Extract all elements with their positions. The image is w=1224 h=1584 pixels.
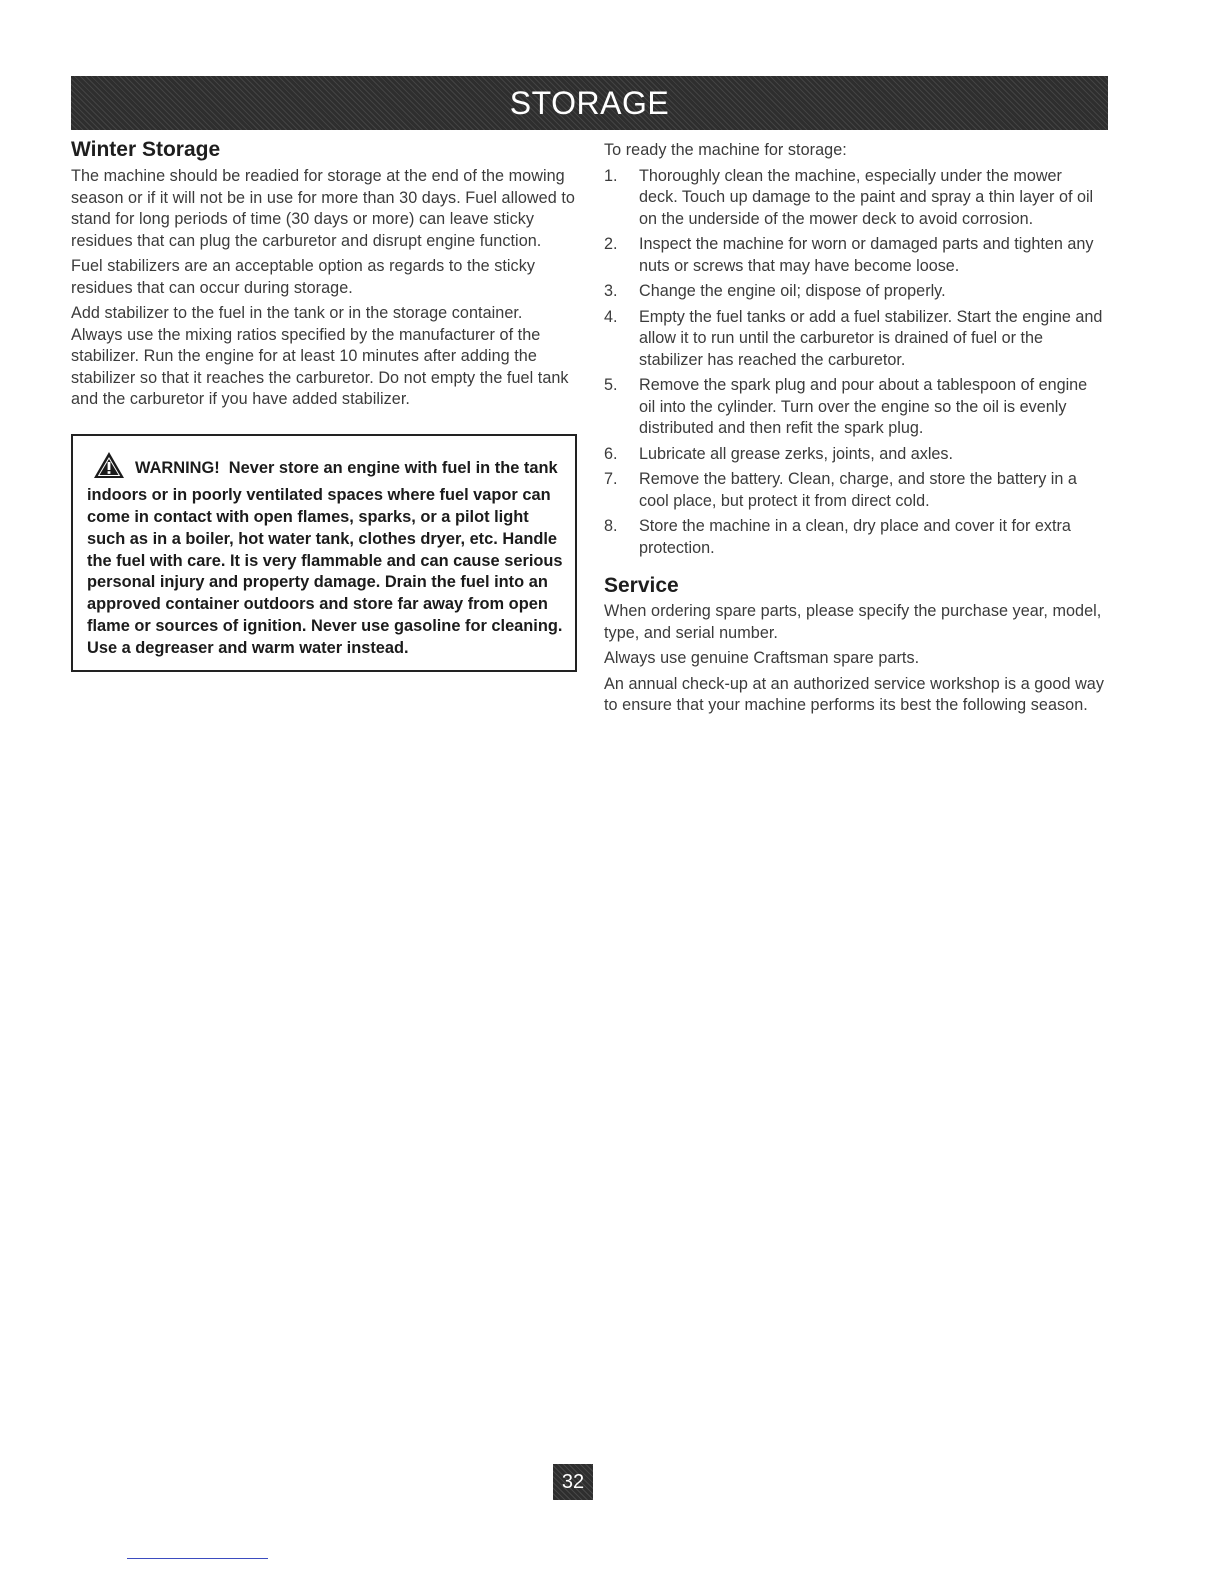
- section-title: STORAGE: [509, 84, 670, 121]
- footer-divider: [127, 1558, 268, 1559]
- step-text: Empty the fuel tanks or add a fuel stabilizer. Start the engine and allow it to run until the carburetor is drained of fuel or the stabilizer has reached the carburetor.: [639, 307, 1103, 369]
- warning-label: WARNING: [135, 458, 215, 477]
- storage-steps-list: [604, 166, 1104, 560]
- list-item: [604, 469, 1104, 512]
- service-paragraph-3: An annual check-up at an authorized service workshop is a good way to ensure that your machine performs its best the following season.: [604, 674, 1105, 714]
- list-item: [604, 281, 1104, 303]
- list-item: [604, 375, 1104, 440]
- step-text: Change the engine oil; dispose of properly.: [639, 282, 946, 300]
- step-number: 3.: [604, 282, 618, 300]
- right-column: [604, 138, 1104, 721]
- step-text: Remove the battery. Clean, charge, and store the battery in a cool place, but protect it from direct cold.: [639, 470, 1077, 510]
- service-paragraph-2: Always use genuine Craftsman spare parts.: [604, 649, 920, 667]
- left-column: [71, 138, 575, 672]
- winter-storage-paragraph-2: Fuel stabilizers are an acceptable option as regards to the sticky residues that can occur during storage.: [71, 257, 535, 297]
- step-number: 2.: [604, 235, 618, 253]
- step-number: 8.: [604, 517, 618, 535]
- list-item: [604, 234, 1104, 277]
- list-item: [604, 166, 1104, 231]
- step-number: 7.: [604, 470, 618, 488]
- section-banner: [71, 76, 1108, 130]
- warning-triangle-icon: [93, 451, 125, 486]
- winter-storage-paragraph-1: The machine should be readied for storage at the end of the mowing season or if it will not be in use for more than 30 days. Fuel allowed to stand for long periods of time (30 days or more) can leave sticky residues that can plug the carburetor and disrupt engine function.: [71, 167, 575, 250]
- step-number: 5.: [604, 376, 618, 394]
- winter-storage-heading: Winter Storage: [71, 138, 221, 161]
- warning-box: [71, 434, 577, 672]
- step-text: Remove the spark plug and pour about a tablespoon of engine oil into the cylinder. Turn over the engine so the oil is evenly distributed and then refit the spark plug.: [639, 376, 1088, 437]
- page-number: 32: [553, 1464, 593, 1500]
- step-text: Thoroughly clean the machine, especially under the mower deck. Touch up damage to the paint and spray a thin layer of oil on the underside of the mower deck to avoid corrosion.: [639, 166, 1094, 228]
- step-number: 1.: [604, 166, 618, 185]
- service-paragraph-1: When ordering spare parts, please specify the purchase year, model, type, and serial number.: [604, 602, 1102, 642]
- warning-body: Never store an engine with fuel in the tank indoors or in poorly ventilated spaces where fuel vapor can come in contact with open flames, sparks, or a pilot light such as in a boiler, hot water tank, clothes dryer, etc. Handle the fuel with care. It is very flammable and can cause serious personal injury and property damage. Drain the fuel into an approved container outdoors and store far away from open flame or sources of ignition. Never use gasoline for cleaning. Use a degreaser and warm water instead.: [87, 458, 563, 657]
- step-text: Lubricate all grease zerks, joints, and axles.: [639, 444, 954, 463]
- step-number: 4.: [604, 307, 618, 326]
- warning-content: [87, 451, 563, 660]
- step-text: Store the machine in a clean, dry place and cover it for extra protection.: [639, 517, 1071, 557]
- storage-steps-intro: To ready the machine for storage:: [604, 141, 847, 159]
- warning-exclaim: !: [214, 458, 220, 477]
- step-number: 6.: [604, 444, 618, 463]
- service-heading: Service: [604, 574, 679, 597]
- list-item: [604, 444, 1104, 466]
- list-item: [604, 307, 1104, 372]
- winter-storage-paragraph-3: Add stabilizer to the fuel in the tank or in the storage container. Always use the mixing ratios specified by the manufacturer of the stabilizer. Run the engine for at least 10 minutes after adding the stabilizer so that it reaches the carburetor. Do not empty the fuel tank and the carburetor if you have added stabilizer.: [71, 304, 569, 408]
- step-text: Inspect the machine for worn or damaged parts and tighten any nuts or screws that may have become loose.: [639, 235, 1094, 275]
- list-item: [604, 516, 1104, 559]
